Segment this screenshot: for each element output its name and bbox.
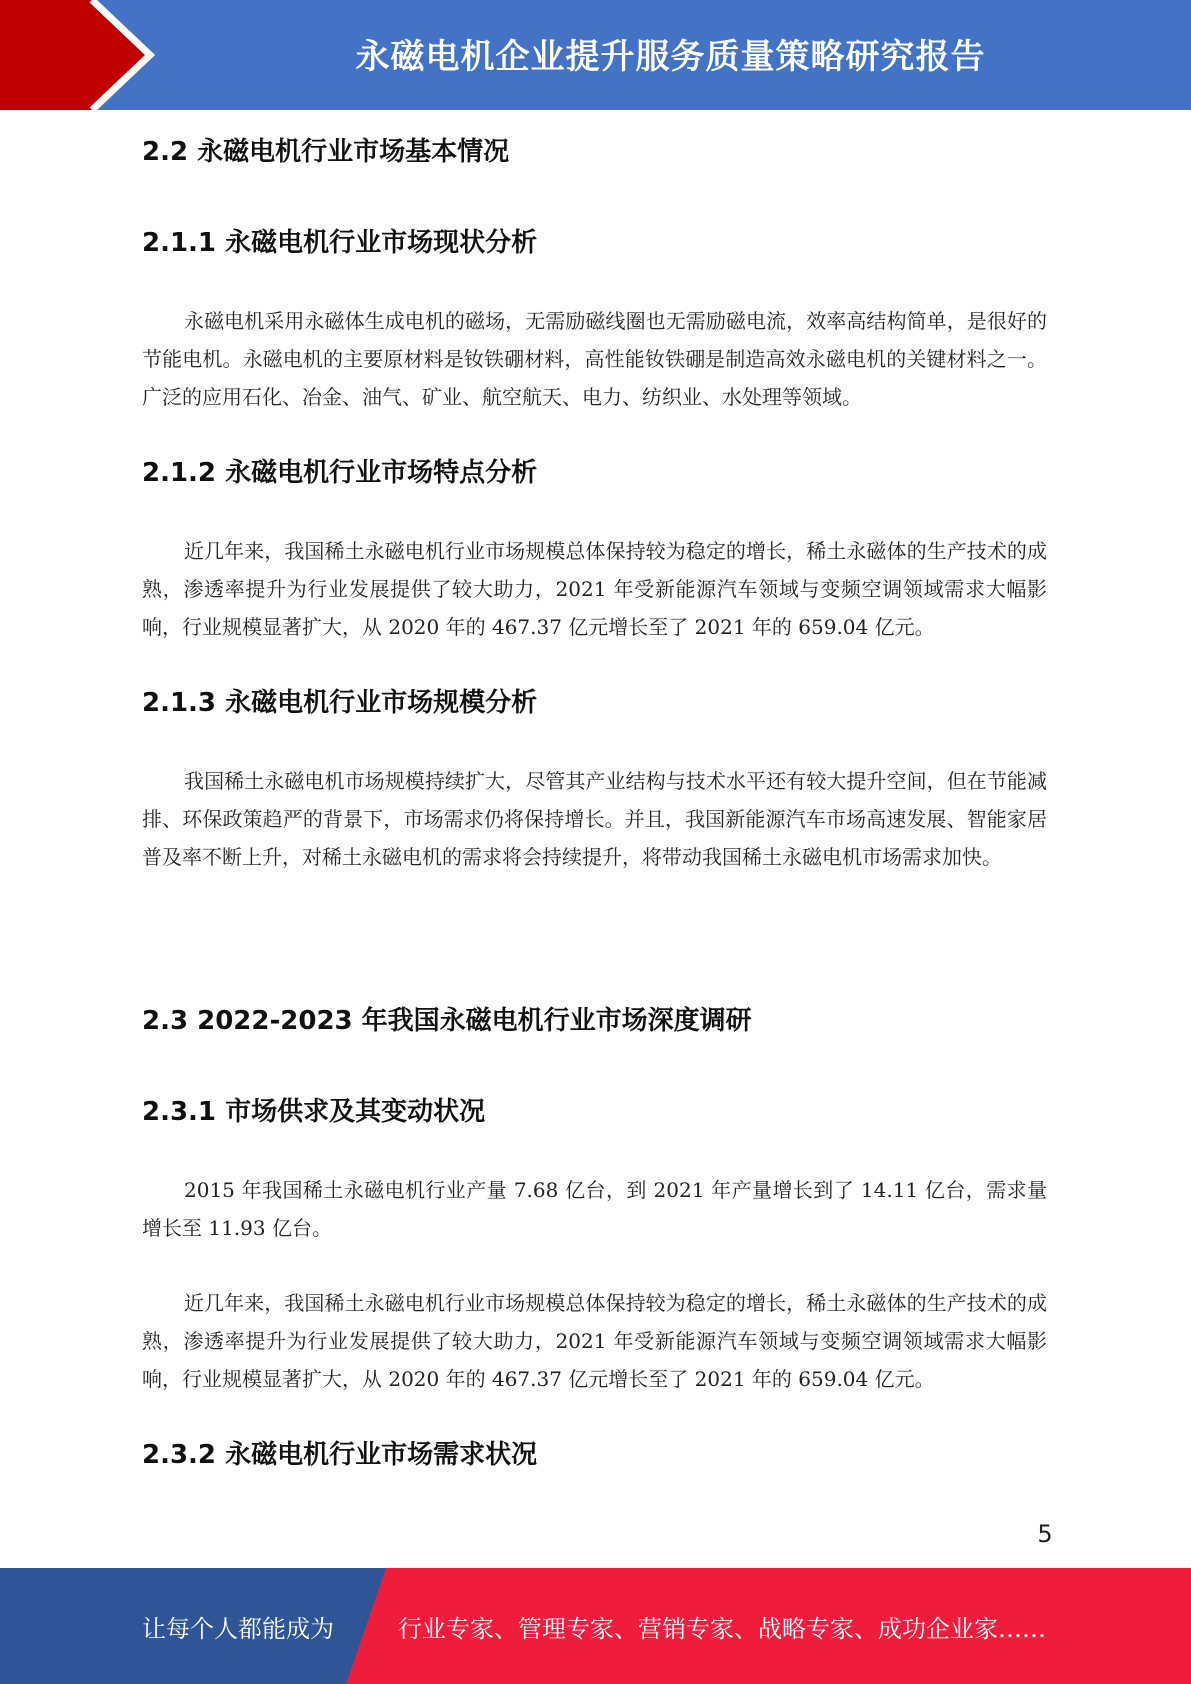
paragraph-2-3-1-b: 近几年来，我国稀土永磁电机行业市场规模总体保持较为稳定的增长，稀土永磁体的生产技术的成熟，渗透率提升为行业发展提供了较大助力，2021 年受新能源汽车领域与变频空调领域需求大幅影响，行业规模显著扩大，从 2020 年的 467.37 亿元增长至了 2021 年的 659.04 亿元。 [142, 1291, 1047, 1391]
section-heading-2-3-2: 2.3.2 永磁电机行业市场需求状况 [142, 1440, 538, 1470]
paragraph-2-1-3: 我国稀土永磁电机市场规模持续扩大，尽管其产业结构与技术水平还有较大提升空间，但在节能减排、环保政策趋严的背景下，市场需求仍将保持增长。并且，我国新能源汽车市场高速发展、智能家居普及率不断上升，对稀土永磁电机的需求将会持续提升，将带动我国稀土永磁电机市场需求加快。 [142, 769, 1047, 869]
footer-slogan-left: 让每个人都能成为 [142, 1614, 334, 1643]
section-heading-2-3-1: 2.3.1 市场供求及其变动状况 [142, 1097, 486, 1127]
page-footer [0, 1568, 1191, 1684]
section-heading-2-3: 2.3 2022-2023 年我国永磁电机行业市场深度调研 [142, 1006, 752, 1036]
paragraph-2-1-2: 近几年来，我国稀土永磁电机行业市场规模总体保持较为稳定的增长，稀土永磁体的生产技术的成熟，渗透率提升为行业发展提供了较大助力，2021 年受新能源汽车领域与变频空调领域需求大幅影响，行业规模显著扩大，从 2020 年的 467.37 亿元增长至了 2021 年的 659.04 亿元。 [142, 539, 1047, 639]
page-header [0, 0, 1191, 110]
report-title: 永磁电机企业提升服务质量策略研究报告 [355, 36, 986, 77]
paragraph-2-1-1: 永磁电机采用永磁体生成电机的磁场，无需励磁线圈也无需励磁电流，效率高结构简单，是很好的节能电机。永磁电机的主要原材料是钕铁硼材料，高性能钕铁硼是制造高效永磁电机的关键材料之一。广泛的应用石化、冶金、油气、矿业、航空航天、电力、纺织业、水处理等领域。 [142, 309, 1047, 409]
paragraph-2-3-1-a: 2015 年我国稀土永磁电机行业产量 7.68 亿台，到 2021 年产量增长到了 14.11 亿台，需求量增长至 11.93 亿台。 [142, 1178, 1047, 1240]
section-heading-2-1-1: 2.1.1 永磁电机行业市场现状分析 [142, 228, 538, 258]
section-heading-2-2: 2.2 永磁电机行业市场基本情况 [142, 137, 510, 167]
page-number: 5 [1037, 1520, 1053, 1548]
footer-slogan-right: 行业专家、管理专家、营销专家、战略专家、成功企业家…… [398, 1614, 1046, 1643]
section-heading-2-1-2: 2.1.2 永磁电机行业市场特点分析 [142, 458, 538, 488]
section-heading-2-1-3: 2.1.3 永磁电机行业市场规模分析 [142, 688, 538, 718]
header-chevron-shape [0, 0, 160, 110]
